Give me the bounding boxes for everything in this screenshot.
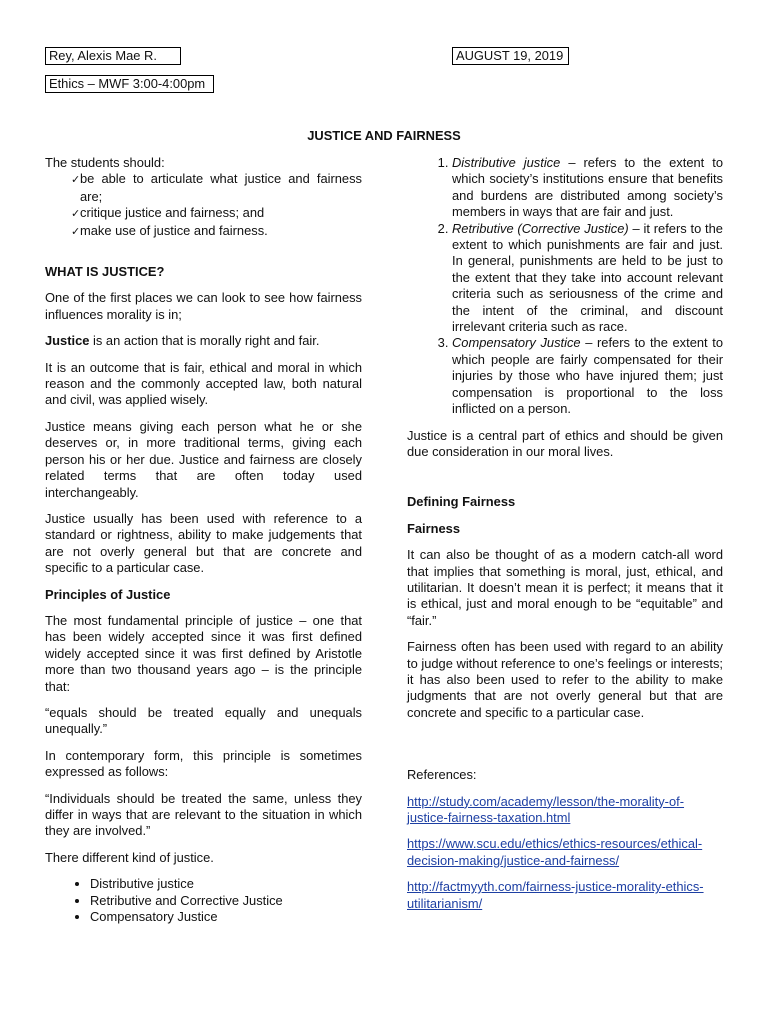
paragraph: One of the first places we can look to see how fairness influences morality is in;	[45, 290, 362, 322]
paragraph: In contemporary form, this principle is sometimes expressed as follows:	[45, 747, 362, 780]
paragraph: Justice means giving each person what he or she deserves or, in more traditional terms, giving each person his or her due. Justice and fairness are closely related terms that are often today used interchangeably.	[45, 418, 362, 500]
objective-item: ✓critique justice and fairness; and	[45, 205, 362, 222]
objective-item: ✓be able to articulate what justice and fairness are;	[71, 171, 362, 204]
paragraph: Justice usually has been used with reference to a standard or rightness, ability to make judgements that are not overly general but that are concrete and specific to a particular case.	[45, 510, 362, 576]
kinds-of-justice-list	[45, 876, 362, 925]
principles-heading: Principles of Justice	[45, 586, 171, 602]
left-column	[45, 155, 362, 925]
reference-link[interactable]: https://www.scu.edu/ethics/ethics-resources/ethical-decision-making/justice-and-fairness/	[407, 836, 703, 868]
justice-types-list	[407, 155, 723, 418]
objective-item: ✓make use of justice and fairness.	[45, 223, 362, 240]
fairness-heading: Fairness	[407, 520, 461, 536]
reference-link[interactable]: http://study.com/academy/lesson/the-morality-of-justice-fairness-taxation.html	[407, 793, 685, 825]
paragraph: It can also be thought of as a modern catch-all word that implies that something is moral, just, ethical, and utilitarian. It doesn’t mean it is perfect; it means that it is ethical, just and moral enough to be “equitable” and “fair.”	[407, 547, 723, 628]
class-schedule-box: Ethics – MWF 3:00-4:00pm	[45, 75, 214, 93]
list-item: 1. Distributive justice – refers to the extent to which society’s institutions ensure that benefits and burdens are distributed among society’s members in ways that are fair and just.	[452, 155, 723, 221]
quote: “Individuals should be treated the same, unless they differ in ways that are relevant to the situation in which they are involved.”	[45, 790, 362, 839]
what-is-justice-heading: WHAT IS JUSTICE?	[45, 264, 165, 280]
checkmark-icon: ✓	[71, 225, 81, 238]
list-item: 3. Compensatory Justice – refers to the extent to which people are fairly compensated for their injuries by those who have injured them; just compensation is proportional to the loss inflicted on a person.	[452, 335, 723, 417]
paragraph: Fairness often has been used with regard to an ability to judge without reference to one’s feelings or interests; it has also been used to refer to the ability to make judgments that are not overly general but that are concrete and specific to a particular case.	[407, 639, 723, 720]
justice-term: Justice	[45, 333, 90, 349]
paragraph: It is an outcome that is fair, ethical and moral in which reason and the commonly accepted law, both natural and civil, was applied wisely.	[45, 359, 362, 408]
objectives-list	[45, 171, 362, 240]
list-item: • Compensatory Justice	[90, 909, 362, 925]
paragraph: Justice is a central part of ethics and should be given due consideration in our moral lives.	[407, 427, 723, 459]
reference-link[interactable]: http://factmyyth.com/fairness-justice-morality-ethics-utilitarianism/	[407, 879, 704, 911]
document-title: JUSTICE AND FAIRNESS	[307, 128, 461, 143]
student-name-box: Rey, Alexis Mae R.	[45, 47, 181, 65]
list-item: • Retributive and Corrective Justice	[90, 893, 362, 909]
list-item: • Distributive justice	[90, 876, 362, 892]
right-column	[407, 155, 723, 922]
date-box: AUGUST 19, 2019	[452, 47, 569, 65]
paragraph: There different kind of justice.	[45, 849, 214, 865]
quote: “equals should be treated equally and unequals unequally.”	[45, 704, 362, 737]
paragraph: The most fundamental principle of justice – one that has been widely accepted since it was first defined widely accepted since it was first defined by Aristotle more than two thousand years ago – is the principle that:	[45, 612, 362, 694]
checkmark-icon: ✓	[71, 208, 81, 221]
list-item: 2. Retributive (Corrective Justice) – it refers to the extent to which punishments are fair and just. In general, punishments are held to be just to the extent that they take into account relevant criteria such as seriousness of the crime and the intent of the criminal, and discount irrelevant criteria such as race.	[452, 221, 723, 336]
objectives-intro: The students should:	[45, 155, 165, 170]
checkmark-icon: ✓	[71, 174, 81, 187]
defining-fairness-heading: Defining Fairness	[407, 494, 516, 510]
references-label: References:	[407, 767, 477, 783]
justice-definition: Justice is an action that is morally right and fair.	[45, 333, 320, 349]
